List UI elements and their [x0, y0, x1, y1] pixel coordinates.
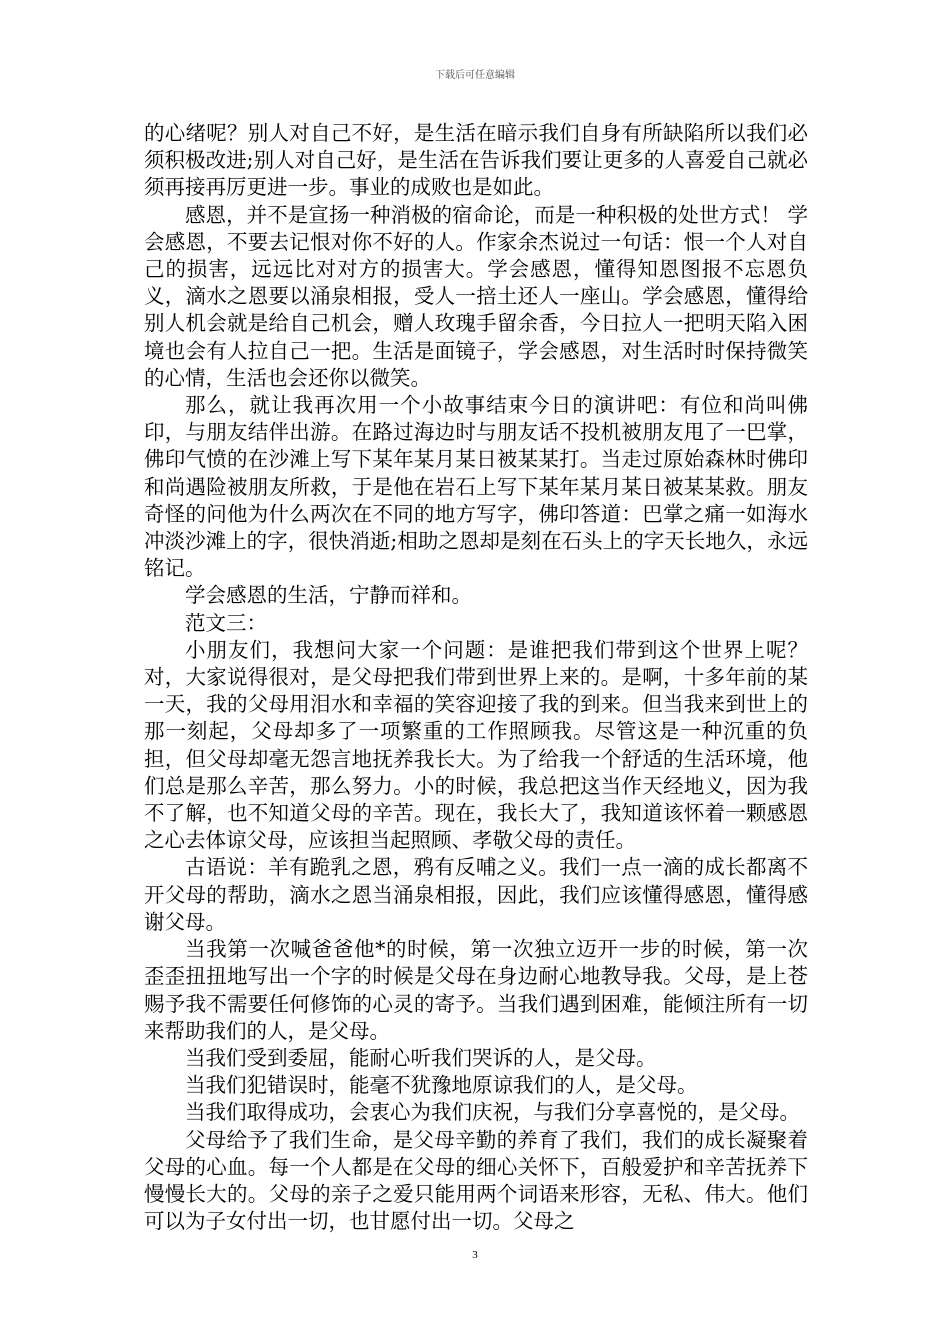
paragraph: 当我们受到委屈，能耐心听我们哭诉的人，是父母。	[185, 1045, 657, 1070]
paragraph: 当我们犯错误时，能毫不犹豫地原谅我们的人，是父母。	[185, 1073, 698, 1098]
section-heading: 范文三：	[185, 610, 267, 635]
paragraph: 小朋友们，我想问大家一个问题：是谁把我们带到这个世界上呢？对，大家说得很对，是父母把我们带到世界上来的。是啊，十多年前的某一天，我的父母用泪水和幸福的笑容迎接了我的到来。但当我来到世上的那一刻起，父母却多了一项繁重的工作照顾我。尽管这是一种沉重的负担，但父母却毫无怨言地抚养我长大。为了给我一个舒适的生活环境，他们总是那么辛苦，那么努力。小的时候，我总把这当作天经地义，因为我不了解，也不知道父母的辛苦。现在，我长大了，我知道该怀着一颗感恩之心去体谅父母，应该担当起照顾、孝敬父母的责任。	[144, 637, 808, 853]
paragraph: 感恩，并不是宣扬一种消极的宿命论，而是一种积极的处世方式！ 学会感恩，不要去记恨对你不好的人。作家余杰说过一句话：恨一个人对自己的损害，远远比对对方的损害大。学会感恩，懂得知恩图报不忘恩负义，滴水之恩要以涌泉相报，受人一掊土还人一座山。学会感恩，懂得给别人机会就是给自己机会，赠人玫瑰手留余香，今日拉人一把明天陷入困境也会有人拉自己一把。生活是面镜子，学会感恩，对生活时时保持微笑的心情，生活也会还你以微笑。	[144, 202, 808, 390]
page-number: 3	[472, 1249, 478, 1261]
page-header: 下载后可任意编辑	[435, 70, 515, 81]
paragraph: 的心绪呢？别人对自己不好，是生活在暗示我们自身有所缺陷所以我们必须积极改进;别人对自己好，是生活在告诉我们要让更多的人喜爱自己就必须再接再厉更进一步。事业的成败也是如此。	[144, 121, 808, 200]
paragraph: 父母给予了我们生命，是父母辛勤的养育了我们，我们的成长凝聚着父母的心血。每一个人都是在父母的细心关怀下，百般爱护和辛苦抚养下慢慢长大的。父母的亲子之爱只能用两个词语来形容，无私、伟大。他们可以为子女付出一切，也甘愿付出一切。父母之	[144, 1127, 808, 1234]
paragraph: 当我第一次喊爸爸他*的时候，第一次独立迈开一步的时候，第一次歪歪扭扭地写出一个字的时候是父母在身边耐心地教导我。父母，是上苍赐予我不需要任何修饰的心灵的寄予。当我们遇到困难，能倾注所有一切来帮助我们的人，是父母。	[144, 937, 808, 1043]
paragraph: 当我们取得成功，会衷心为我们庆祝，与我们分享喜悦的，是父母。	[185, 1100, 800, 1125]
body-text	[144, 120, 808, 1235]
paragraph: 那么，就让我再次用一个小故事结束今日的演讲吧：有位和尚叫佛印，与朋友结伴出游。在路过海边时与朋友话不投机被朋友甩了一巴掌，佛印气愤的在沙滩上写下某年某月某日被某某打。当走过原始森林时佛印和尚遇险被朋友所救，于是他在岩石上写下某年某月某日被某某救。朋友奇怪的问他为什么两次在不同的地方写字，佛印答道：巴掌之痛一如海水冲淡沙滩上的字，很快消逝;相助之恩却是刻在石头上的字天长地久，永远铭记。	[144, 393, 808, 581]
paragraph: 古语说：羊有跪乳之恩，鸦有反哺之义。我们一点一滴的成长都离不开父母的帮助，滴水之恩当涌泉相报，因此，我们应该懂得感恩，懂得感谢父母。	[144, 855, 808, 934]
paragraph: 学会感恩的生活，宁静而祥和。	[185, 583, 472, 608]
